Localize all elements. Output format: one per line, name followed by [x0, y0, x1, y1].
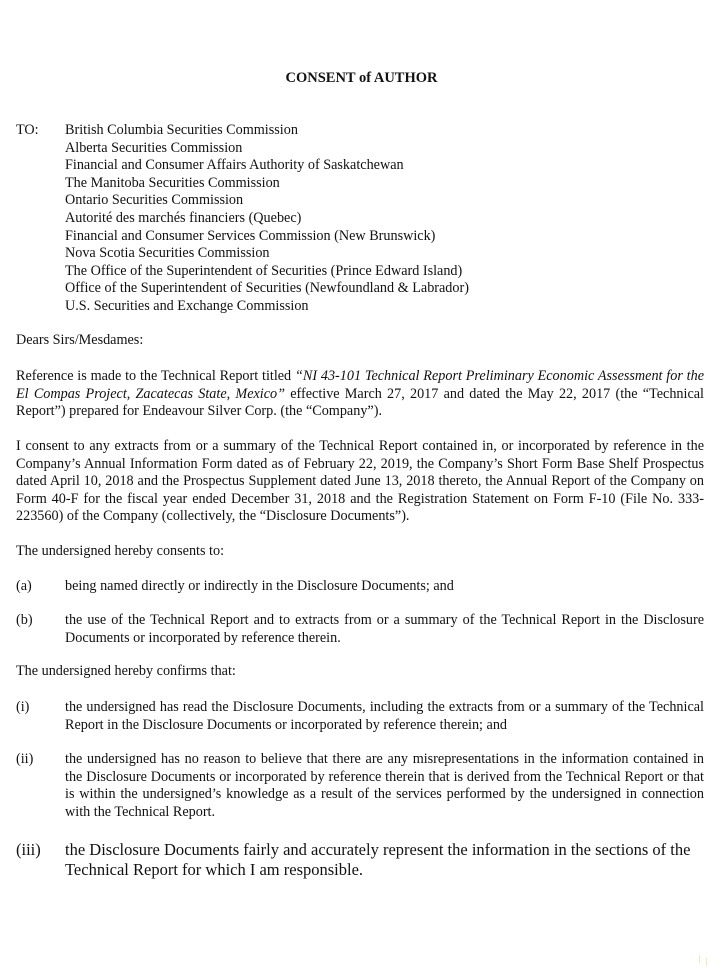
item-text: the undersigned has no reason to believe that there are any misrepresentations in the information contained in the Disclosure Documents or incorporated by reference therein that is derived from the Technical Report or that is within the undersigned’s knowledge as a result of the services performed by the undersigned in connection with the Technical Report.	[65, 751, 704, 820]
reference-paragraph	[16, 368, 704, 421]
salutation: Dears Sirs/Mesdames:	[16, 332, 144, 348]
scan-mark	[697, 955, 717, 969]
recipient-item: The Manitoba Securities Commission	[65, 174, 280, 191]
recipient-list	[65, 122, 469, 316]
recipient-item: U.S. Securities and Exchange Commission	[65, 297, 309, 314]
consent-paragraph: I consent to any extracts from or a summary of the Technical Report contained in, or incorporated by reference in the Company’s Annual Information Form dated as of February 22, 2019, the Company’s Short Form Base Shelf Prospectus dated April 10, 2018 and the Prospectus Supplement dated June 13, 2018 thereto, the Annual Report of the Company on Form 40-F for the fiscal year ended December 31, 2018 and the Registration Statement on Form F-10 (File No. 333-223560) of the Company (collectively, the “Disclosure Documents”).	[16, 438, 704, 525]
to-label: TO:	[16, 122, 39, 138]
recipient-item: Alberta Securities Commission	[65, 139, 243, 156]
reference-rest: effective March 27, 2017 and dated the May 22, 2017 (the “Technical Report”) prepared for Endeavour Silver Corp. (the “Company”).	[16, 385, 704, 420]
item-text: the use of the Technical Report and to extracts from or a summary of the Technical Report in the Disclosure Documents or incorporated by reference therein.	[65, 612, 704, 646]
recipient-item: The Office of the Superintendent of Securities (Prince Edward Island)	[65, 262, 463, 279]
recipient-item: Ontario Securities Commission	[65, 192, 244, 209]
item-label: (iii)	[16, 840, 41, 859]
confirms-intro: The undersigned hereby confirms that:	[16, 663, 236, 679]
item-label: (b)	[16, 612, 33, 628]
document-title: CONSENT of AUTHOR	[285, 70, 438, 86]
recipient-item: Financial and Consumer Services Commission (New Brunswick)	[65, 227, 436, 244]
recipient-item: Office of the Superintendent of Securities (Newfoundland & Labrador)	[65, 280, 469, 297]
item-label: (i)	[16, 699, 30, 715]
recipient-item: Financial and Consumer Affairs Authority of Saskatchewan	[65, 157, 404, 174]
reference-intro: Reference is made to the Technical Report titled	[16, 368, 295, 384]
report-title: “NI 43-101 Technical Report Preliminary Economic Assessment for the El Compas Project, Zacatecas State, Mexico”	[16, 368, 704, 402]
item-label: (a)	[16, 578, 32, 594]
item-label: (ii)	[16, 751, 34, 767]
item-text: being named directly or indirectly in the Disclosure Documents; and	[65, 578, 454, 594]
consents-intro: The undersigned hereby consents to:	[16, 543, 225, 559]
recipient-item: Nova Scotia Securities Commission	[65, 245, 270, 262]
item-text: the undersigned has read the Disclosure Documents, including the extracts from or a summary of the Technical Report in the Disclosure Documents or incorporated by reference therein; and	[65, 699, 704, 733]
item-text: the Disclosure Documents fairly and accurately represent the information in the sections of the Technical Report for which I am responsible.	[65, 840, 691, 879]
recipient-item: Autorité des marchés financiers (Quebec)	[65, 209, 302, 226]
recipient-item: British Columbia Securities Commission	[65, 122, 298, 138]
